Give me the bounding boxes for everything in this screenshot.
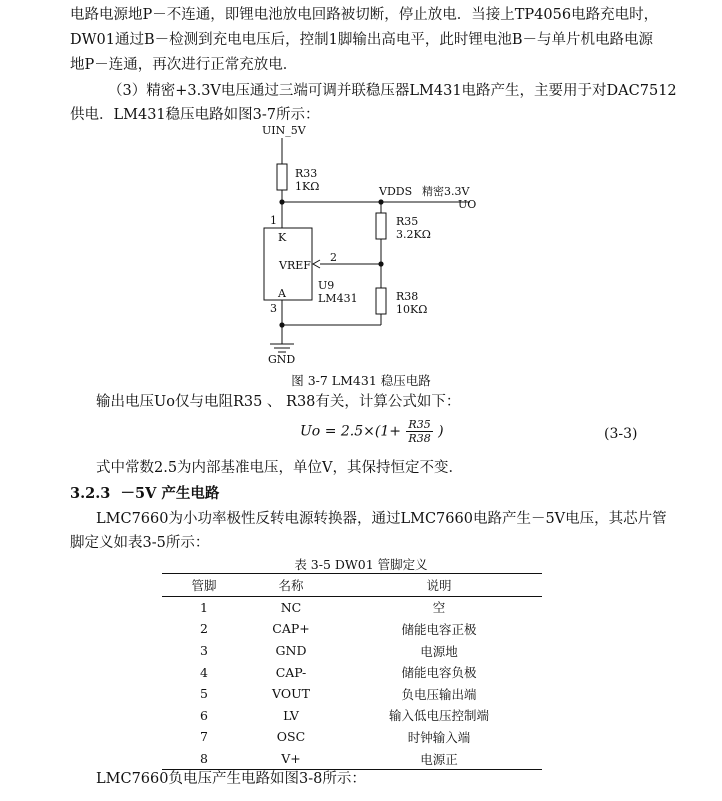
body-text-line-1: 电路电源地P－不连通，即锂电池放电回路被切断，停止放电．当接上TP4056电路充电时， xyxy=(70,7,659,23)
label-r33-value: 1KΩ xyxy=(295,180,320,193)
header-name: 名称 xyxy=(246,574,336,597)
cell-pin: 2 xyxy=(200,621,208,637)
section-heading xyxy=(70,482,219,503)
header-description: 说明 xyxy=(336,574,542,597)
cell-pin: 8 xyxy=(162,748,246,770)
junction-dot xyxy=(279,322,284,327)
table-row xyxy=(162,726,542,748)
formula-numerator: R35 xyxy=(408,418,431,431)
table-row xyxy=(162,705,542,727)
table-row xyxy=(162,661,542,683)
section-title: －5V 产生电路 xyxy=(120,485,220,502)
body-text-line-6: 输出电压Uo仅与电阻R35 、 R38有关，计算公式如下： xyxy=(96,394,461,410)
label-r38-name: R38 xyxy=(396,290,419,303)
cell-description: 电源正 xyxy=(336,748,542,770)
cell-pin: 4 xyxy=(200,664,208,680)
label-r35-value: 3.2KΩ xyxy=(396,228,431,241)
cell-description: 储能电容负极 xyxy=(401,665,477,681)
cell-name: CAP- xyxy=(275,664,307,680)
label-r33-name: R33 xyxy=(295,167,318,180)
label-vdds: VDDS xyxy=(379,185,413,198)
label-u9: U9 xyxy=(318,279,335,292)
cell-name: OSC xyxy=(276,729,306,745)
cell-pin: 1 xyxy=(200,599,208,615)
table-caption: 表 3-5 DW01 管脚定义 xyxy=(294,557,428,572)
junction-dot xyxy=(378,261,383,266)
table-row xyxy=(162,640,542,662)
resistor-r38 xyxy=(376,288,386,314)
cell-pin: 5 xyxy=(200,686,208,702)
cell-description: 电源地 xyxy=(420,643,458,659)
label-gnd: GND xyxy=(268,353,296,366)
label-lm431: LM431 xyxy=(318,292,358,305)
formula-denominator: R38 xyxy=(408,432,431,445)
junction-dot xyxy=(378,199,383,204)
section-number: 3.2.3 xyxy=(70,485,111,502)
resistor-r33 xyxy=(277,164,287,190)
cell-description: 负电压输出端 xyxy=(401,686,477,702)
cell-name: GND xyxy=(275,643,307,659)
label-pin-1: 1 xyxy=(270,214,277,227)
body-text-line-10: LMC7660负电压产生电路如图3-8所示： xyxy=(96,771,366,787)
label-pin-3: 3 xyxy=(270,302,277,315)
cell-pin: 3 xyxy=(200,643,208,659)
cell-name: CAP+ xyxy=(272,621,310,637)
cell-name: V+ xyxy=(246,748,336,770)
table-header-row xyxy=(162,574,542,597)
vref-arrow-icon xyxy=(313,260,320,268)
cell-description: 时钟输入端 xyxy=(407,729,471,745)
table-row xyxy=(162,748,542,770)
cell-description: 储能电容正极 xyxy=(401,621,477,637)
cell-description: 空 xyxy=(432,600,446,616)
label-pin-2: 2 xyxy=(330,251,337,264)
header-pin: 管脚 xyxy=(162,574,246,597)
cell-name: LV xyxy=(283,707,299,723)
formula-expr: = 2.5×(1+ xyxy=(324,423,401,440)
label-pin-k: K xyxy=(278,231,287,244)
table-row xyxy=(162,618,542,640)
cell-name: VOUT xyxy=(272,686,310,702)
figure-caption: 图 3-7 LM431 稳压电路 xyxy=(291,373,431,388)
resistor-r35 xyxy=(376,213,386,239)
equation-number: (3-3) xyxy=(604,426,638,442)
label-precision: 精密3.3V xyxy=(422,185,470,198)
cell-pin: 6 xyxy=(200,707,208,723)
label-uo: UO xyxy=(458,198,477,211)
formula-3-3 xyxy=(300,418,444,458)
formula-close: ) xyxy=(438,423,444,440)
cell-description: 输入低电压控制端 xyxy=(388,708,489,724)
body-text-line-2: DW01通过B－检测到充电电压后，控制1脚输出高电平，此时锂电池B－与单片机电路电源 xyxy=(70,32,654,48)
body-text-line-9: 脚定义如表3-5所示： xyxy=(70,535,210,551)
label-pin-a: A xyxy=(278,287,286,300)
body-text-line-7: 式中常数2.5为内部基准电压，单位V，其保持恒定不变． xyxy=(96,460,464,476)
body-text-line-8: LMC7660为小功率极性反转电源转换器，通过LMC7660电路产生－5V电压，其芯片管 xyxy=(96,511,667,527)
label-r35-name: R35 xyxy=(396,215,419,228)
label-r38-value: 10KΩ xyxy=(396,303,428,316)
table-row xyxy=(162,596,542,618)
label-vref: VREF xyxy=(279,259,311,272)
pin-definition-table xyxy=(162,573,542,770)
cell-pin: 7 xyxy=(200,729,208,745)
junction-dot xyxy=(279,199,284,204)
table-row xyxy=(162,683,542,705)
formula-fraction xyxy=(406,418,432,445)
label-vin: UIN_5V xyxy=(262,124,306,137)
body-text-line-5: 供电．LM431稳压电路如图3-7所示： xyxy=(70,107,320,123)
body-text-line-3: 地P－连通，再次进行正常充放电． xyxy=(70,57,298,73)
cell-name: NC xyxy=(280,599,302,615)
body-text-line-4: （3）精密+3.3V电压通过三端可调并联稳压器LM431电路产生，主要用于对DAC7512 xyxy=(108,83,677,99)
formula-lhs: Uo xyxy=(300,423,321,440)
